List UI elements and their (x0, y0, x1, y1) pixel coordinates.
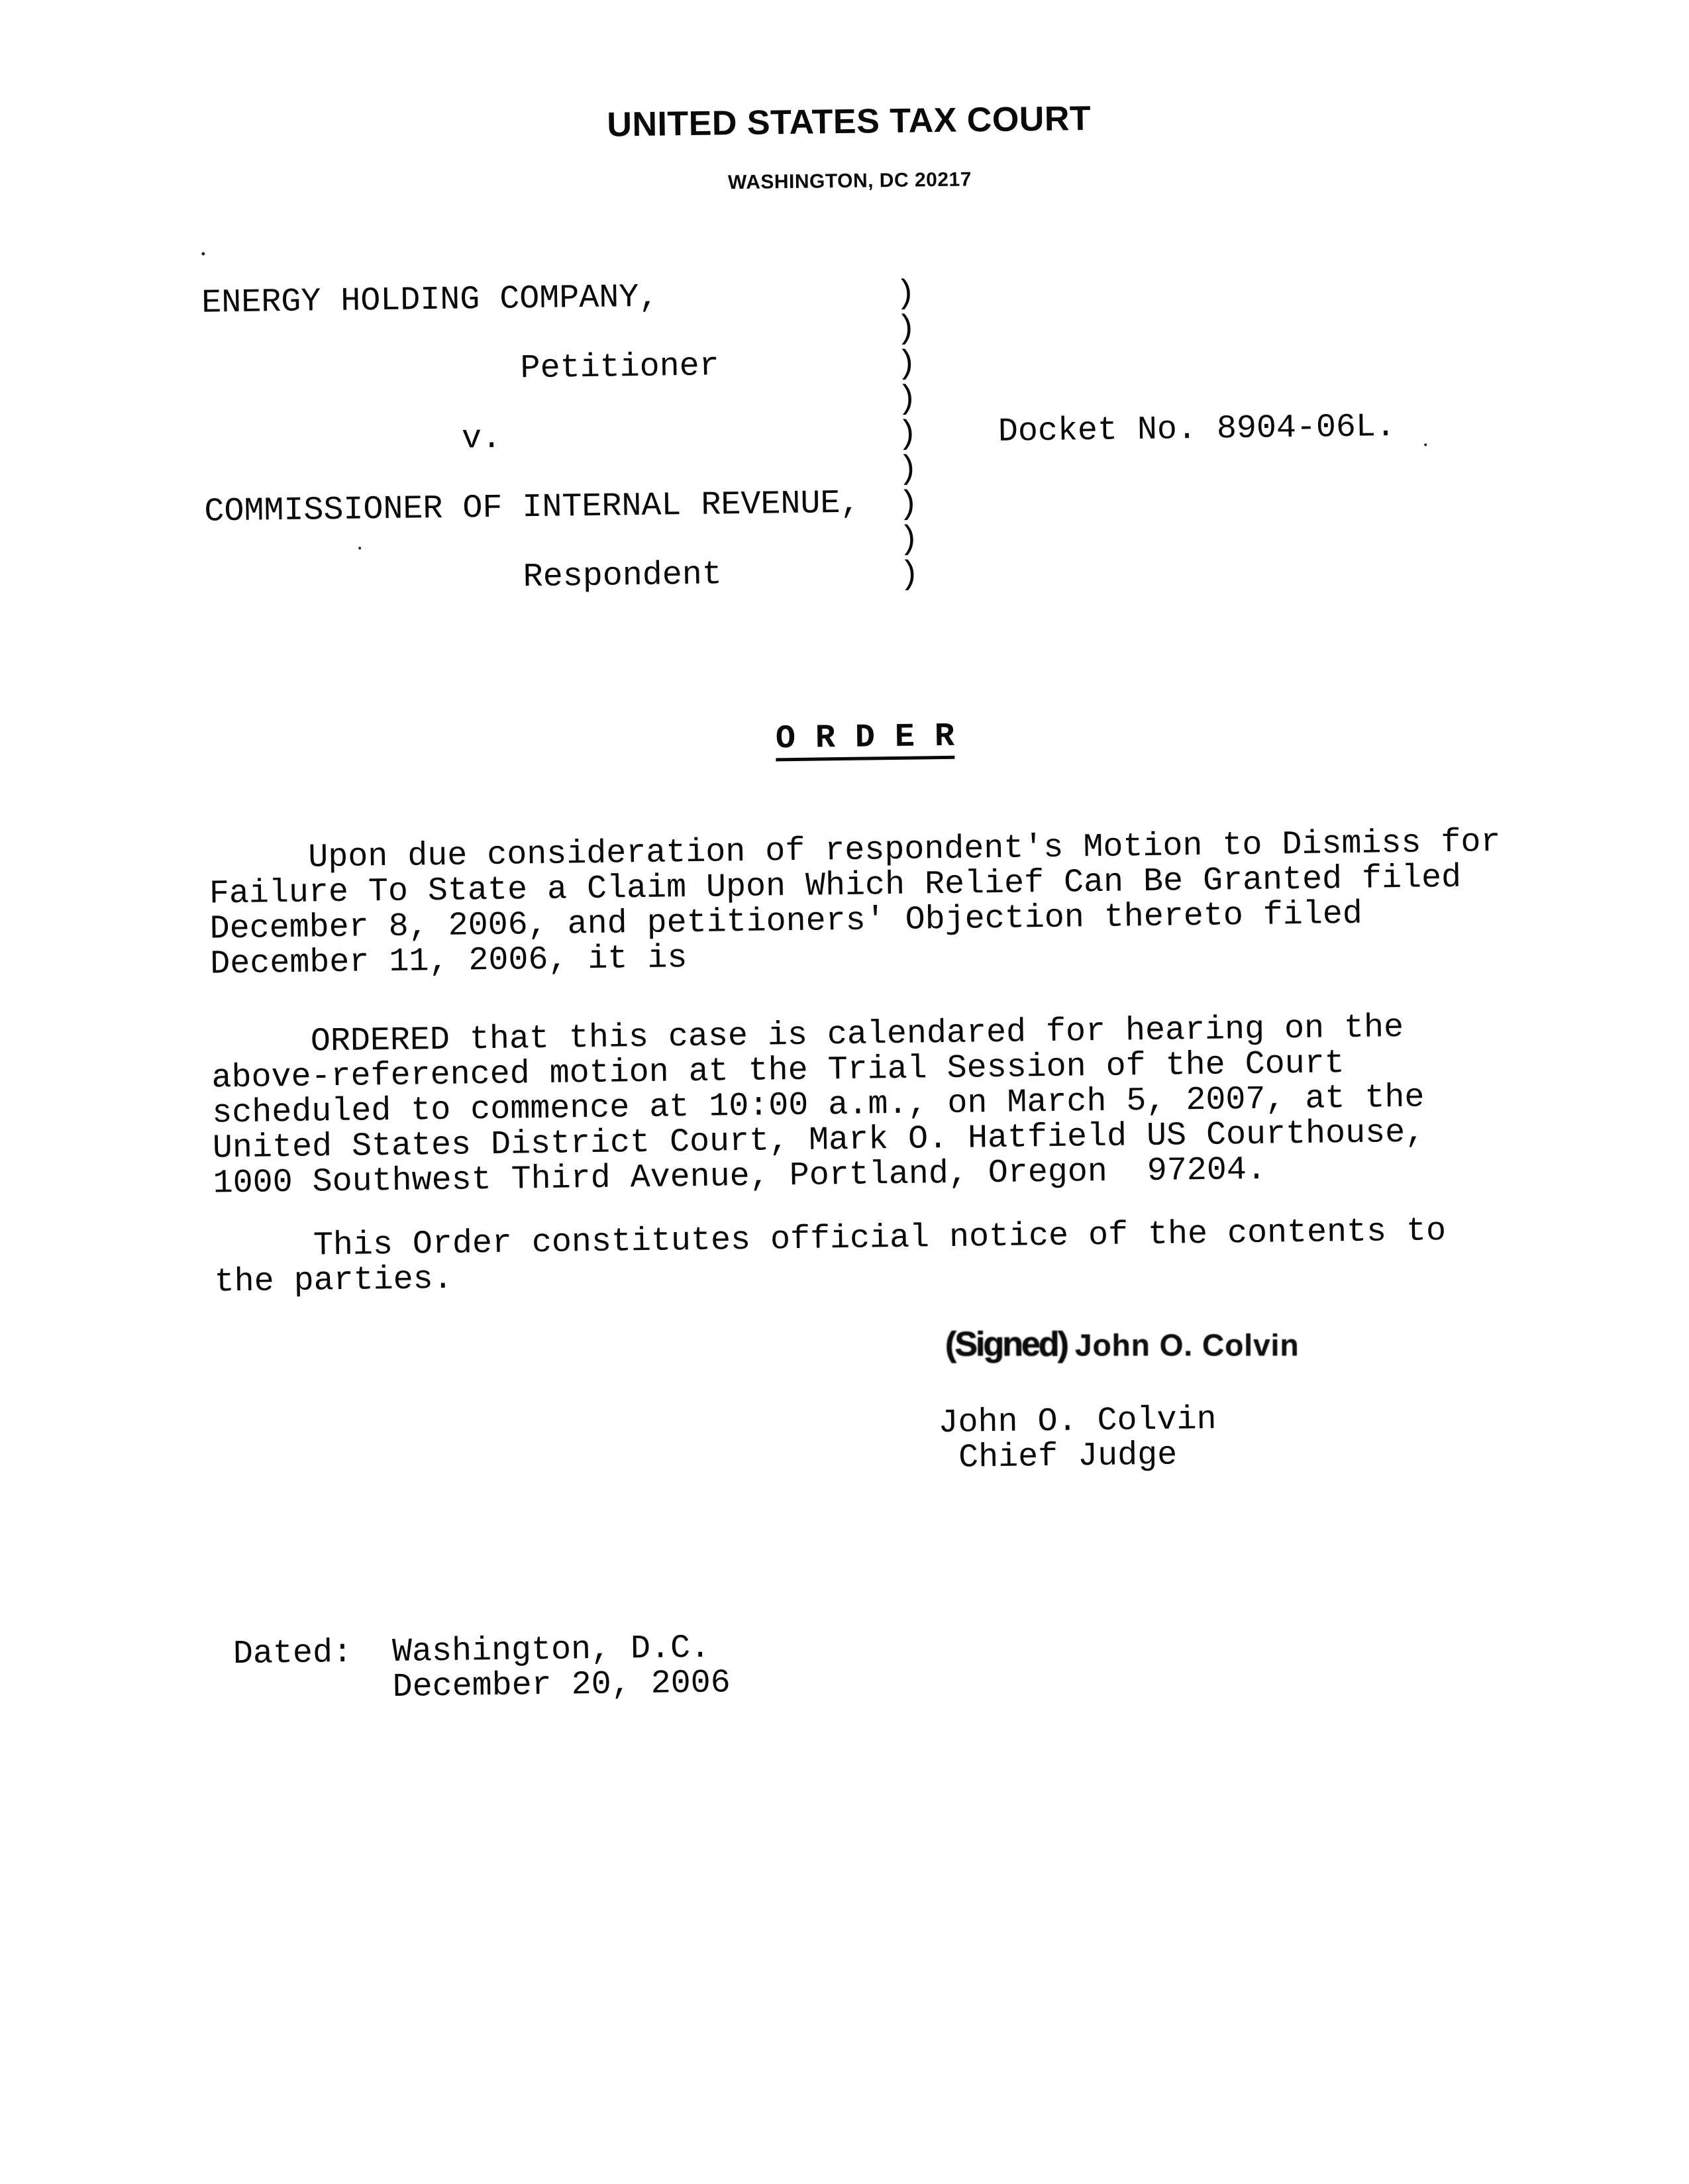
signature-stamp-name: John O. Colvin (1074, 1327, 1300, 1363)
dated-block: Dated: Washington, D.C. December 20, 2006 (232, 1629, 731, 1709)
order-paragraph-2: ORDERED that this case is calendared for hearing on the above-referenced motion at the Trial Session of the Court scheduled to commence at 10:00 a.m., on March 5, 2007, at the United States District Court, Mark O. Hatfield US Courthouse, 1000 Southwest Third Avenue, Portland, Oregon 97204. (211, 1008, 1425, 1203)
court-header (22, 91, 1678, 203)
respondent-label: Respondent (523, 556, 723, 597)
order-heading: O R D E R (776, 719, 955, 762)
caption-paren-column: ) ) ) ) ) ) ) ) ) (895, 275, 920, 594)
respondent-name: COMMISSIONER OF INTERNAL REVENUE, (204, 484, 860, 531)
court-title: UNITED STATES TAX COURT (607, 99, 1092, 144)
court-address: WASHINGTON, DC 20217 (727, 168, 972, 194)
signature-stamp (945, 1325, 1300, 1365)
versus-label: v. (461, 419, 502, 458)
order-paragraph-3: This Order constitutes official notice of the contents to the parties. (213, 1212, 1447, 1302)
scan-speck (358, 546, 361, 549)
scan-speck (1424, 443, 1427, 446)
docket-number: Docket No. 8904-06L. (998, 408, 1396, 451)
scan-speck (201, 252, 205, 256)
signature-stamp-signed-label: (Signed) (945, 1325, 1067, 1364)
petitioner-label: Petitioner (520, 347, 720, 388)
petitioner-name: ENERGY HOLDING COMPANY, (201, 278, 659, 323)
typed-signature-block: John O. Colvin Chief Judge (938, 1400, 1217, 1478)
order-paragraph-1: Upon due consideration of respondent's Motion to Dismiss for Failure To State a Claim Upon Which Relief Can Be Granted filed December 8, 2006, and petitioners' Objection thereto filed December 11, 2006, it is (208, 823, 1501, 984)
